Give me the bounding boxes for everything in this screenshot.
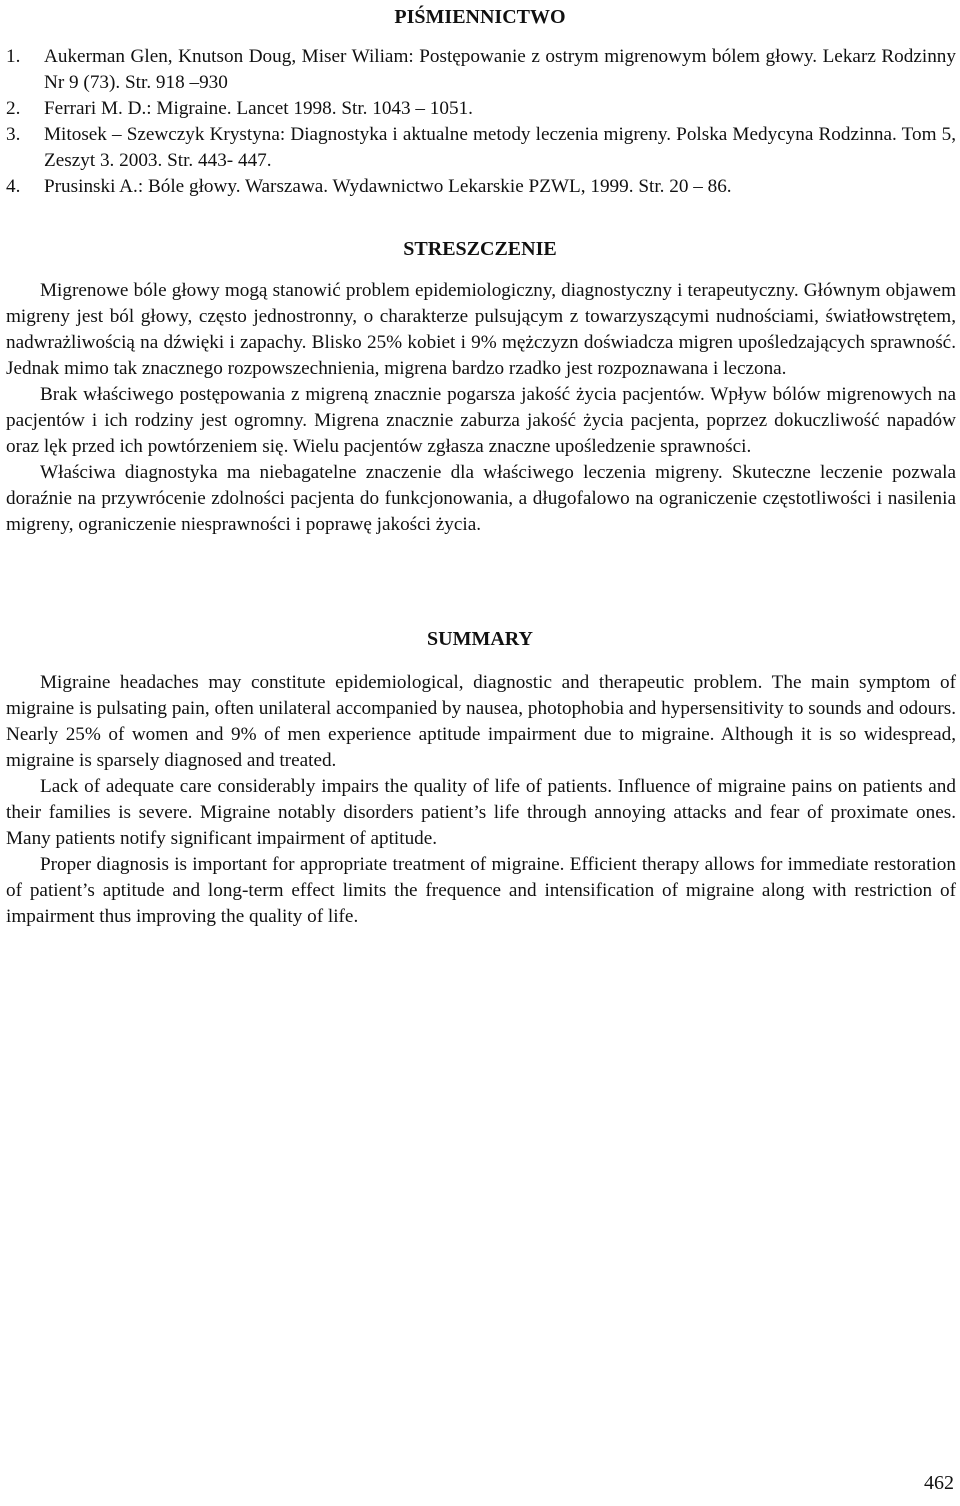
reference-number: 2. [6, 98, 21, 119]
reference-text: Ferrari M. D.: Migraine. Lancet 1998. Str. 1043 – 1051. [44, 98, 473, 119]
reference-list [6, 44, 956, 200]
page-number: 462 [924, 1472, 954, 1494]
streszczenie-paragraph: Właściwa diagnostyka ma niebagatelne znaczenie dla właściwego leczenia migreny. Skuteczne leczenie pozwala doraźnie na przywrócenie zdolności pacjenta do funkcjonowania, a długofalowo na ograniczenie częstotliwości i nasilenia migreny, ograniczenie niesprawności i poprawę jakości życia. [6, 462, 956, 535]
summary-paragraph: Lack of adequate care considerably impairs the quality of life of patients. Influence of migraine pains on patients and their families is severe. Migraine notably disorders patient’s life through annoying attacks and fear of proximate ones. Many patients notify significant impairment of aptitude. [6, 776, 956, 849]
streszczenie-heading: STRESZCZENIE [403, 238, 557, 260]
summary-heading: SUMMARY [427, 628, 533, 650]
reference-number: 4. [6, 176, 21, 197]
reference-text: Prusinski A.: Bóle głowy. Warszawa. Wydawnictwo Lekarskie PZWL, 1999. Str. 20 – 86. [44, 176, 732, 197]
reference-number: 3. [6, 124, 21, 145]
reference-item [6, 96, 956, 122]
streszczenie-paragraph: Migrenowe bóle głowy mogą stanowić problem epidemiologiczny, diagnostyczny i terapeutyczny. Głównym objawem migreny jest ból głowy, często jednostronny, o charakterze pulsującym z towarzyszącymi nudnościami, światłowstrętem, nadwrażliwością na dźwięki i zapachy. Blisko 25% kobiet i 9% mężczyzn doświadcza migren upośledzających sprawność. Jednak mimo tak znacznego rozpowszechnienia, migrena bardzo rzadko jest rozpoznawana i leczona. [6, 280, 956, 379]
streszczenie-body [6, 278, 956, 538]
summary-paragraph: Migraine headaches may constitute epidemiological, diagnostic and therapeutic problem. The main symptom of migraine is pulsating pain, often unilateral accompanied by nausea, photophobia and hypersensitivity to sounds and odours. Nearly 25% of women and 9% of men experience aptitude impairment due to migraine. Although it is so widespread, migraine is sparsely diagnosed and treated. [6, 672, 956, 771]
streszczenie-paragraph: Brak właściwego postępowania z migreną znacznie pogarsza jakość życia pacjentów. Wpływ bólów migrenowych na pacjentów i ich rodziny jest ogromny. Migrena znacznie zaburza jakość życia pacjenta, poprzez dokuczliwość napadów oraz lęk przed ich powtórzeniem się. Wielu pacjentów zgłasza znaczne upośledzenie sprawności. [6, 384, 956, 457]
summary-paragraph: Proper diagnosis is important for appropriate treatment of migraine. Efficient therapy allows for immediate restoration of patient’s aptitude and long-term effect limits the frequence and intensification of migraine along with restriction of impairment thus improving the quality of life. [6, 854, 956, 927]
reference-text: Aukerman Glen, Knutson Doug, Miser Wiliam: Postępowanie z ostrym migrenowym bólem głowy. Lekarz Rodzinny Nr 9 (73). Str. 918 –930 [44, 46, 956, 93]
reference-number: 1. [6, 46, 21, 67]
reference-item [6, 122, 956, 174]
reference-item [6, 174, 956, 200]
reference-item [6, 44, 956, 96]
reference-text: Mitosek – Szewczyk Krystyna: Diagnostyka i aktualne metody leczenia migreny. Polska Medycyna Rodzinna. Tom 5, Zeszyt 3. 2003. Str. 443- 447. [44, 124, 956, 171]
summary-body [6, 670, 956, 930]
references-heading: PIŚMIENNICTWO [394, 6, 566, 28]
